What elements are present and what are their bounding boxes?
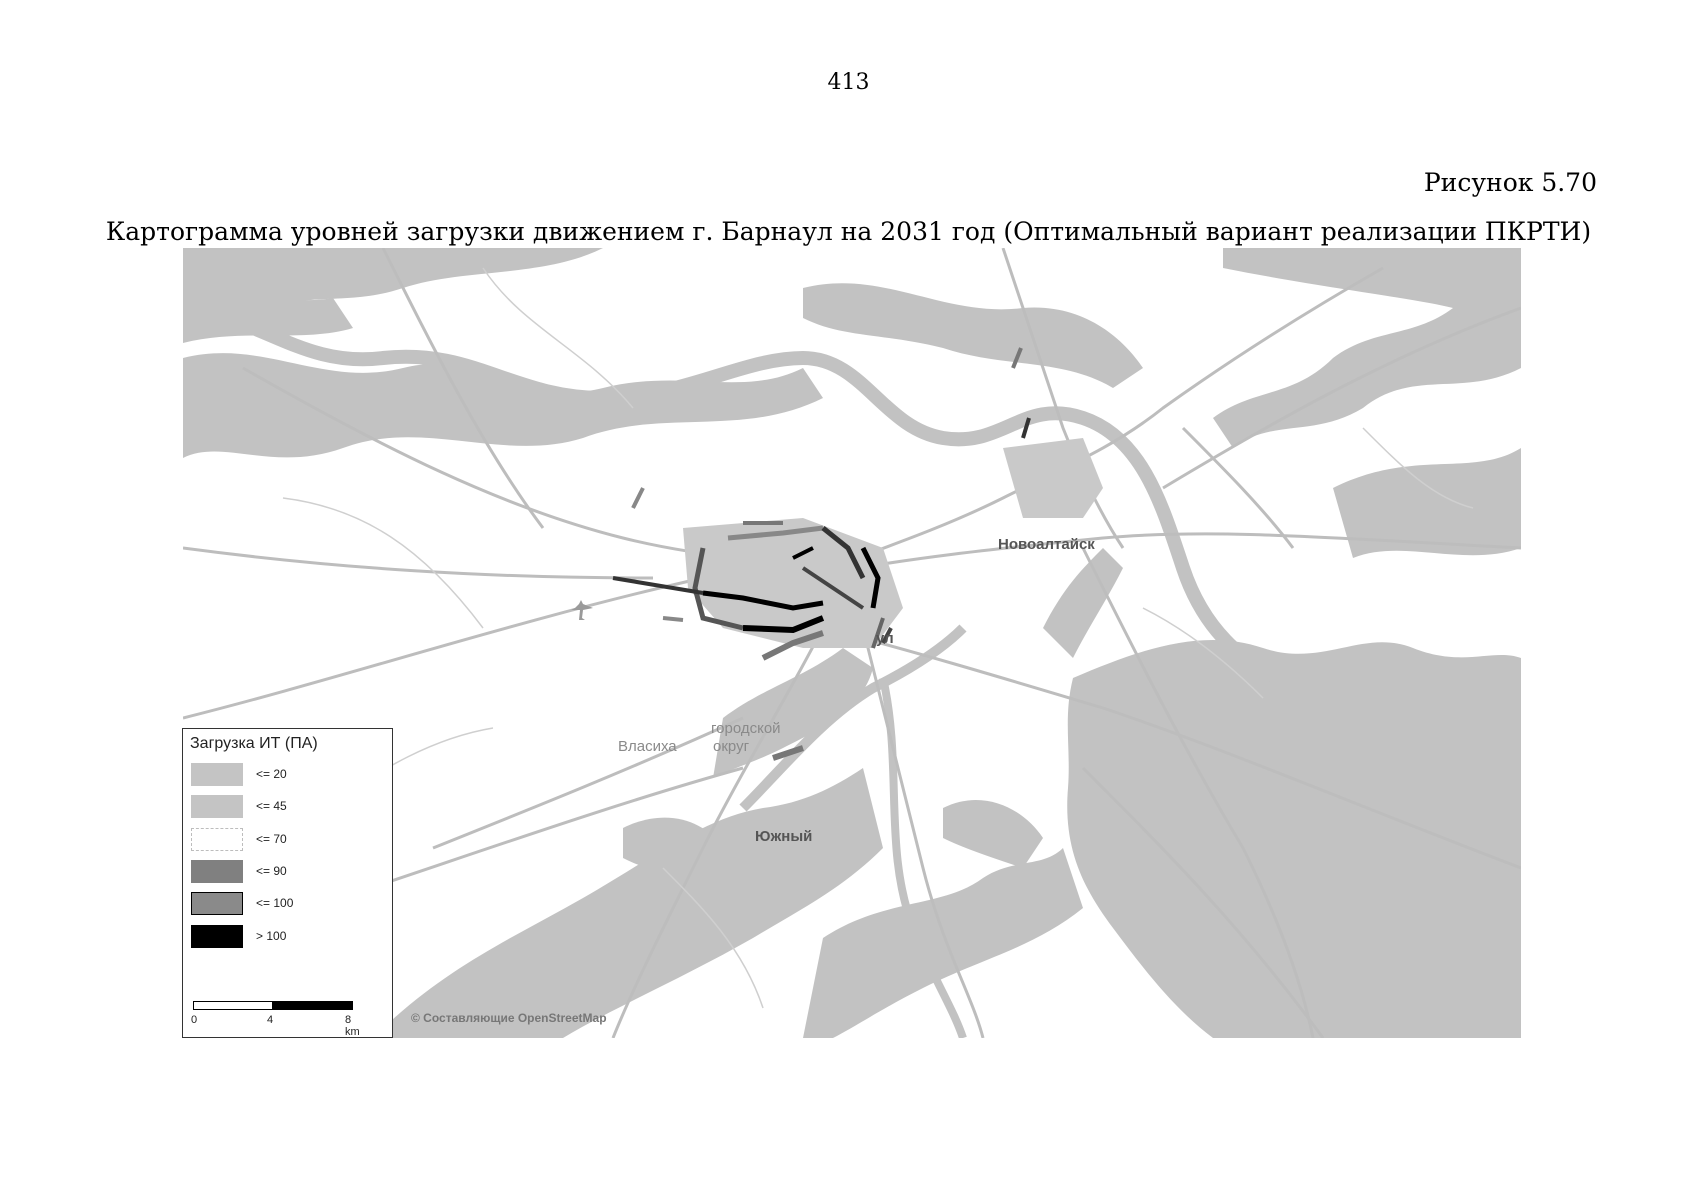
scale-tick-4: 4	[267, 1014, 274, 1026]
legend-swatch	[191, 795, 243, 818]
scale-bar	[191, 1001, 360, 1038]
legend-label: <= 100	[256, 896, 294, 910]
legend-item	[191, 925, 386, 949]
legend-item	[191, 892, 386, 916]
legend-label: <= 90	[256, 864, 287, 878]
map-legend	[182, 728, 393, 1038]
legend-swatch	[191, 860, 243, 883]
airport-icon	[571, 600, 593, 620]
place-label-city-okrug-1: городской	[711, 720, 781, 737]
map-attribution: © Составляющие OpenStreetMap	[411, 1011, 607, 1025]
place-label-barnaul: ул	[876, 630, 894, 647]
scale-tick-8: 8 km	[345, 1014, 360, 1038]
legend-swatch	[191, 925, 243, 948]
legend-swatch	[191, 828, 243, 851]
legend-title: Загрузка ИТ (ПА)	[190, 735, 318, 752]
place-label-vlasikha: Власиха	[618, 738, 677, 755]
legend-item	[191, 763, 386, 787]
legend-label: <= 70	[256, 832, 287, 846]
legend-item	[191, 860, 386, 884]
place-label-city-okrug-2: округ	[713, 738, 750, 755]
scale-bar-segment-white	[193, 1001, 273, 1010]
legend-item	[191, 795, 386, 819]
scale-tick-0: 0	[191, 1014, 198, 1026]
legend-label: <= 45	[256, 799, 287, 813]
scale-bar-segment-black	[273, 1001, 353, 1010]
place-label-novoaltaysk: Новоалтайск	[998, 536, 1095, 553]
figure-number: Рисунок 5.70	[1423, 168, 1597, 197]
legend-label: <= 20	[256, 767, 287, 781]
legend-label: > 100	[256, 929, 287, 943]
legend-swatch	[191, 892, 243, 915]
page-number: 413	[827, 70, 870, 95]
figure-caption: Картограмма уровней загрузки движением г. Барнаул на 2031 год (Оптимальный вариант реализации ПКРТИ)	[105, 217, 1592, 246]
legend-swatch	[191, 763, 243, 786]
place-label-yuzhny: Южный	[755, 828, 813, 845]
legend-item	[191, 828, 386, 852]
